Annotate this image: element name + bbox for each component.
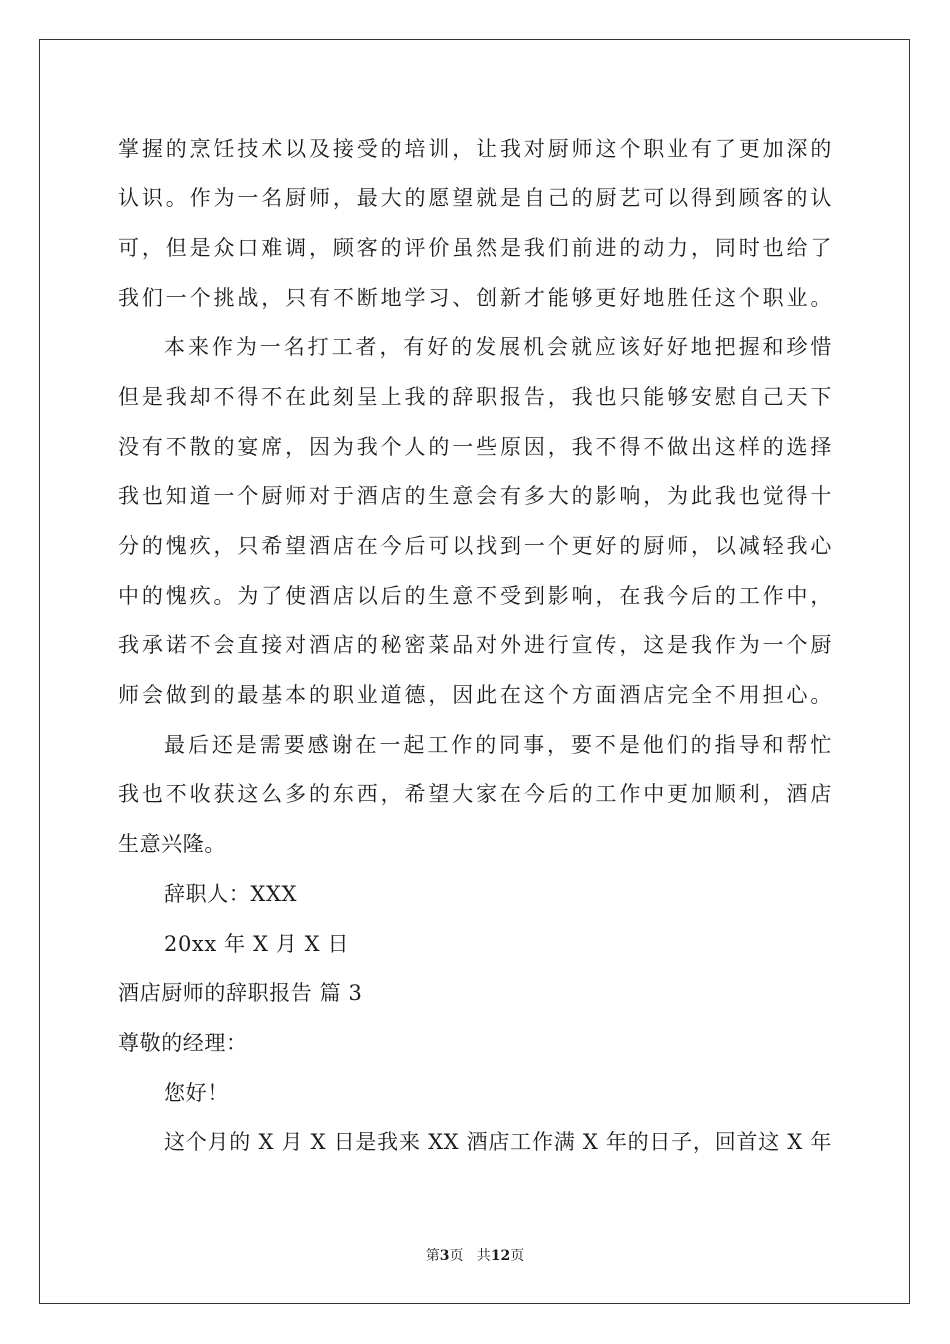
text-line-6: 但是我却不得不在此刻呈上我的辞职报告，我也只能够安慰自己天下: [118, 385, 832, 409]
date-line: 20xx 年 X 月 X 日: [164, 932, 350, 956]
page-border: [39, 39, 910, 1304]
section-heading: 酒店厨师的辞职报告 篇 3: [118, 981, 363, 1005]
text-line-15: 生意兴隆。: [118, 832, 226, 856]
footer-page-current: 3: [439, 1248, 450, 1264]
footer-page-prefix: 第: [425, 1248, 440, 1264]
text-line-14: 我也不收获这么多的东西，希望大家在今后的工作中更加顺利，酒店: [118, 782, 832, 806]
text-line-3: 可，但是众口难调，顾客的评价虽然是我们前进的动力，同时也给了: [118, 236, 832, 260]
text-line-11: 我承诺不会直接对酒店的秘密菜品对外进行宣传，这是我作为一个厨: [118, 633, 832, 657]
text-line-2: 认识。作为一名厨师，最大的愿望就是自己的厨艺可以得到顾客的认: [118, 186, 832, 210]
text-line-5: 本来作为一名打工者，有好的发展机会就应该好好地把握和珍惜: [164, 335, 832, 359]
text-line-10: 中的愧疚。为了使酒店以后的生意不受到影响，在我今后的工作中，: [118, 584, 832, 608]
text-line-21: 这个月的 X 月 X 日是我来 XX 酒店工作满 X 年的日子，回首这 X 年: [164, 1130, 832, 1154]
text-line-4: 我们一个挑战，只有不断地学习、创新才能够更好地胜任这个职业。: [118, 286, 832, 310]
text-line-8: 我也知道一个厨师对于酒店的生意会有多大的影响，为此我也觉得十: [118, 484, 832, 508]
text-line-13: 最后还是需要感谢在一起工作的同事，要不是他们的指导和帮忙: [164, 733, 832, 757]
text-line-12: 师会做到的最基本的职业道德，因此在这个方面酒店完全不用担心。: [118, 683, 832, 707]
greeting: 您好！: [164, 1081, 229, 1105]
text-line-1: 掌握的烹饪技术以及接受的培训，让我对厨师这个职业有了更加深的: [118, 137, 832, 161]
text-line-9: 分的愧疚，只希望酒店在今后可以找到一个更好的厨师，以减轻我心: [118, 534, 832, 558]
footer-page-suffix: 页: [510, 1248, 525, 1264]
salutation: 尊敬的经理：: [118, 1031, 248, 1055]
footer-page-total: 12: [490, 1248, 511, 1264]
page-footer: [0, 1246, 950, 1266]
signer-line: 辞职人：XXX: [164, 882, 298, 906]
text-line-7: 没有不散的宴席，因为我个人的一些原因，我不得不做出这样的选择: [118, 435, 832, 459]
footer-page-mid: 页 共: [449, 1248, 491, 1264]
